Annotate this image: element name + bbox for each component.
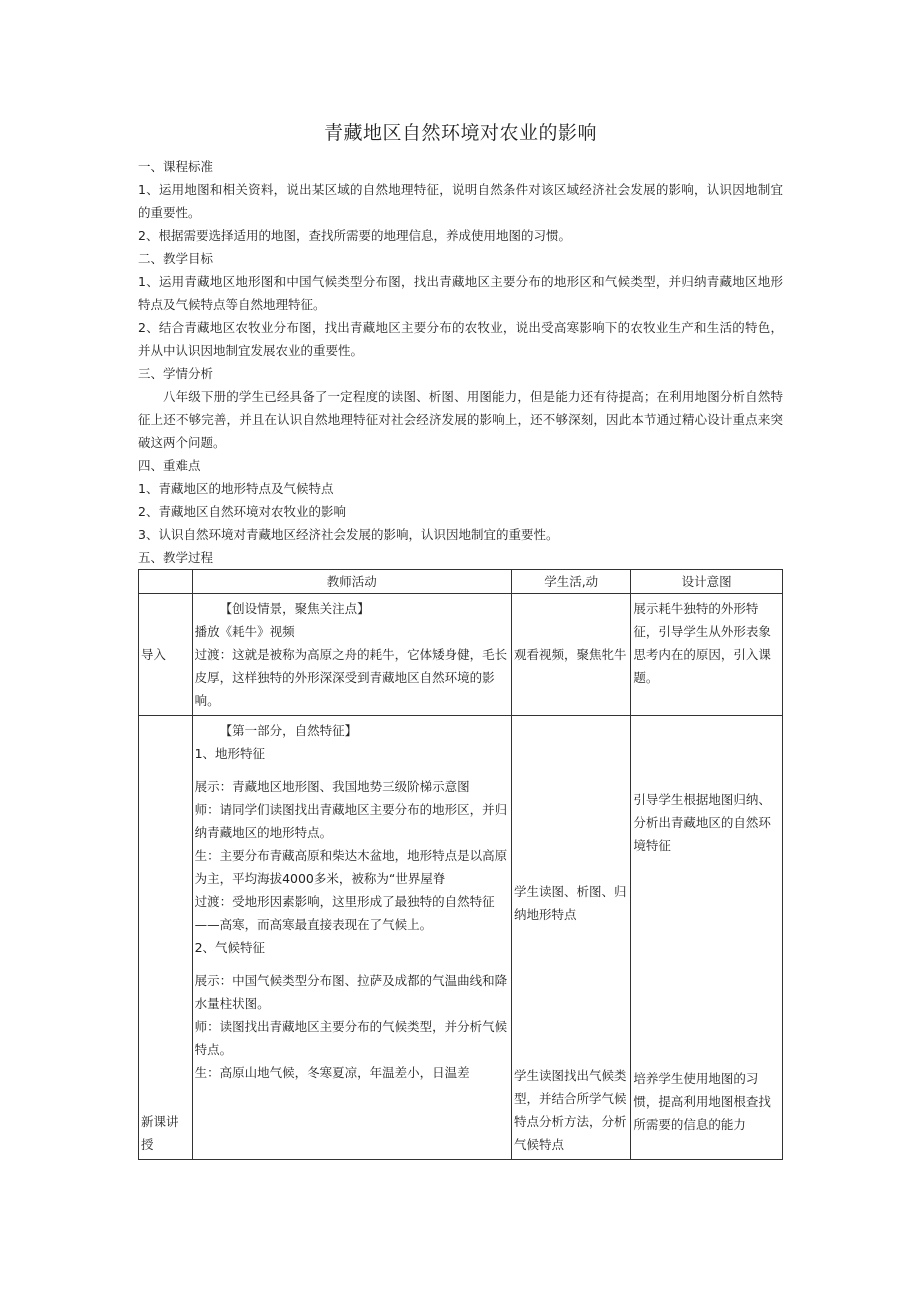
analysis-paragraph: 八年级下册的学生已经具备了一定程度的读图、析图、用图能力，但是能力还有待提高；在利用地图分析自然特征上还不够完善，并且在认识自然地理特征对社会经济发展的影响上，还不够深刻，因此本节通过精心设计重点来突破这两个问题。: [138, 389, 783, 450]
standards-item-2: 2、根据需要选择适用的地图，查找所需要的地理信息，养成使用地图的习惯。: [138, 228, 571, 243]
teacher-line: 展示：中国气候类型分布图、拉萨及成都的气温曲线和降水量柱状图。: [194, 973, 508, 1011]
table-header-row: [139, 570, 783, 594]
teacher-line: 播放《耗牛》视频: [194, 624, 295, 639]
section-heading-process: 五、教学过程: [138, 550, 214, 565]
header-student: 学生活,动: [512, 570, 631, 594]
intent-line: 引导学生根据地图归纳、分析出青藏地区的自然环境特征: [633, 792, 771, 853]
standards-item-1: 1、运用地图和相关资料，说出某区域的自然地理特征，说明自然条件对该区域经济社会发展的影响，认识因地制宜的重要性。: [138, 182, 783, 220]
stage-intro: 导入: [139, 594, 193, 716]
header-stage: [139, 570, 193, 594]
document-title: 青藏地区自然环境对农业的影响: [323, 122, 597, 144]
document-page: [138, 118, 783, 1160]
keypoints-item-1: 1、青藏地区的地形特点及气候特点: [138, 481, 334, 496]
keypoints-item-2: 2、青藏地区自然环境对农牧业的影响: [138, 504, 346, 519]
stage-new-lesson: 新课讲授: [139, 716, 193, 1160]
intent-cell-intro: 展示耗牛独特的外形特征，引导学生从外形表象思考内在的原因，引入课题。: [631, 594, 783, 716]
teacher-line: 生：高原山地气候，冬寒夏凉，年温差小，日温差: [194, 1065, 470, 1080]
student-line: 学生读图找出气候类型，并结合所学气候特点分析方法，分析气候特点: [514, 1068, 627, 1152]
section-heading-goals: 二、教学目标: [138, 251, 214, 266]
teacher-line: 【创设情景，聚焦关注点】: [219, 601, 370, 616]
section-heading-standards: 一、课程标准: [138, 159, 214, 174]
intent-cell-lesson: [631, 716, 783, 1160]
keypoints-item-3: 3、认识自然环境对青藏地区经济社会发展的影响，认识因地制宜的重要性。: [138, 527, 559, 542]
table-row: [139, 594, 783, 716]
teacher-line: 师：读图找出青藏地区主要分布的气候类型，并分析气候特点。: [194, 1019, 508, 1057]
student-cell-lesson: [512, 716, 631, 1160]
goals-item-1: 1、运用青藏地区地形图和中国气候类型分布图，找出青藏地区主要分布的地形区和气候类型，并归纳青藏地区地形特点及气候特点等自然地理特征。: [138, 274, 783, 312]
teaching-process-table: [138, 569, 783, 1160]
student-cell-intro: 观看视频，聚焦牝牛: [512, 594, 631, 716]
header-teacher: 教师活动: [192, 570, 511, 594]
goals-item-2: 2、结合青藏地区农牧业分布图，找出青藏地区主要分布的农牧业，说出受高寒影响下的农牧业生产和生活的特色，并从中认识因地制宜发展农业的重要性。: [138, 320, 783, 358]
teacher-line: 过渡：受地形因素影响，这里形成了最独特的自然特征——高寒，而高寒最直接表现在了气候上。: [194, 894, 495, 932]
intent-line: 培养学生使用地图的习惯，提高利用地图根查找所需要的信息的能力: [633, 1071, 771, 1132]
teacher-line: 生：主要分布青藏高原和柴达木盆地，地形特点是以高原为主，平均海拔4000多米，被称为“世界屋脊: [194, 848, 508, 886]
teacher-cell-lesson: [192, 716, 511, 1160]
teacher-line: 师：请同学们读图找出青藏地区主要分布的地形区，并归纳青藏地区的地形特点。: [194, 802, 508, 840]
student-line: 学生读图、析图、归纳地形特点: [514, 884, 627, 922]
header-intent: 设计意图: [631, 570, 783, 594]
section-heading-analysis: 三、学情分析: [138, 366, 214, 381]
table-row: [139, 716, 783, 1160]
section-heading-keypoints: 四、重难点: [138, 458, 201, 473]
teacher-line: 2、气候特征: [194, 940, 266, 955]
teacher-line: 1、地形特征: [194, 746, 266, 761]
teacher-line: 【第一部分，自然特征】: [219, 723, 358, 738]
teacher-cell-intro: [192, 594, 511, 716]
teacher-line: 展示：青藏地区地形图、我国地势三级阶梯示意图: [194, 779, 470, 794]
teacher-line: 过渡：这就是被称为高原之舟的耗牛，它体矮身健，毛长皮厚，这样独特的外形深深受到青藏地区自然环境的影响。: [194, 647, 508, 708]
